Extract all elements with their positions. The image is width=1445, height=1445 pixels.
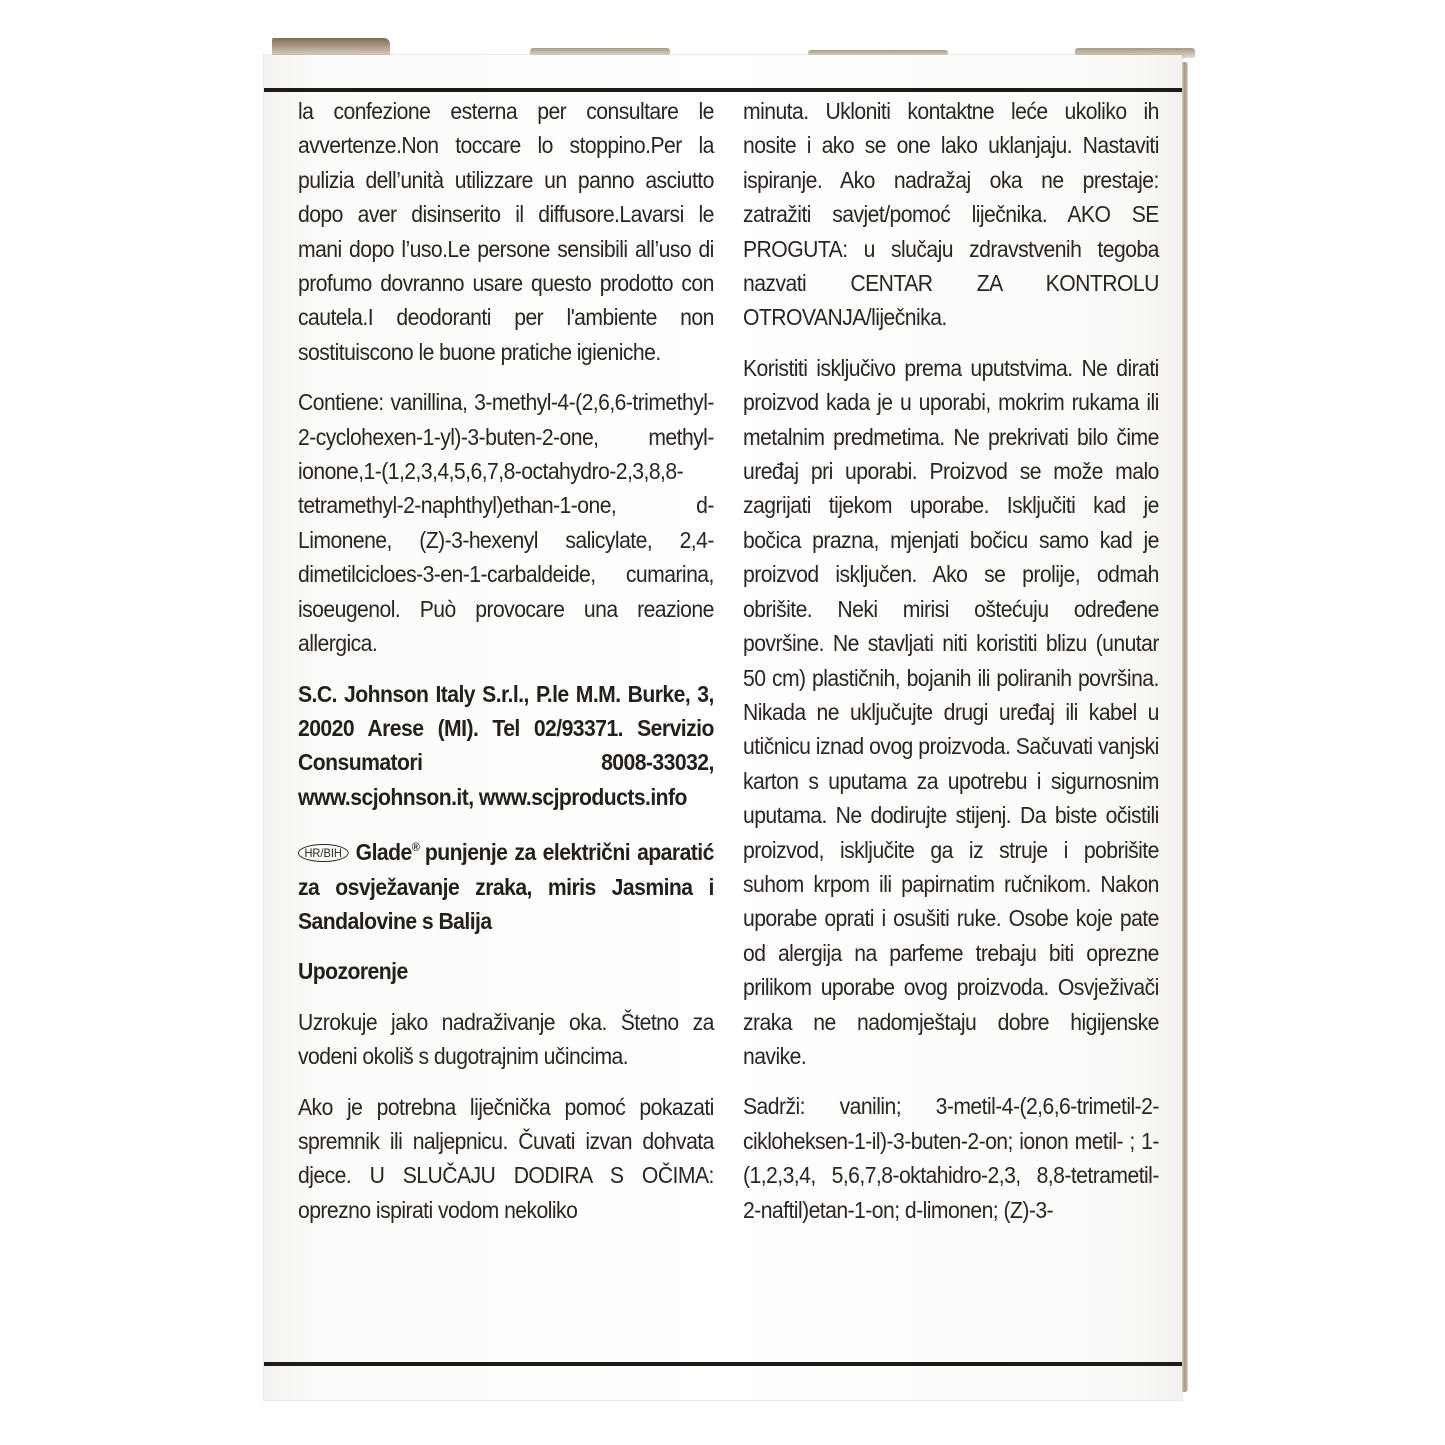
cardboard-flap [272,38,390,56]
croatian-ingredients-paragraph: Sadrži: vanilin; 3-metil-4-(2,6,6-trimetil-2-cikloheksen-1-il)-3-buten-2-on; ionon metil- ; 1-(1,2,3,4, 5,6,7,8-oktahidro-2,3, 8,8-tetrametil- 2-naftil)etan-1-on; d-limonen; (Z)-3- [743,1093,1159,1223]
top-divider-rule [264,88,1182,92]
precautions-paragraph-end: minuta. Ukloniti kontaktne leće ukoliko ih nosite i ako se one lako uklanjaju. Nastaviti ispiranje. Ako nadražaj oka ne prestaje: zatražiti savjet/pomoć liječnika. AKO SE PROGUTA: u slučaju zdravstvenih tegoba nazvati CENTAR ZA KONTROLU OTROVANJA/liječnika. [743,98,1159,331]
brand-name: Glade [355,839,412,866]
region-badge-hr-bih: HR/BIH [298,844,348,862]
product-title-block [298,830,714,938]
precautions-paragraph-start: Ako je potrebna liječnička pomoć pokazati spremnik ili naljepnicu. Čuvati izvan dohvata djece. U SLUČAJU DODIRA S OČIMA: oprezno ispirati vodom nekoliko [298,1093,714,1223]
package-edge [1182,62,1188,1392]
bottom-divider-rule [264,1362,1182,1366]
warning-heading: Upozorenje [298,958,408,985]
italian-ingredients-paragraph: Contiene: vanillina, 3-methyl-4-(2,6,6-trimethyl-2-cyclohexen-1-yl)-3-buten-2-one, methyl-ionone,1-(1,2,3,4,5,6,7,8-octahydro-2,3,8,8-tetramethyl-2-naphthyl)ethan-1-one, d-Limonene, (Z)-3-hexenyl salicylate, 2,4-dimetilcicloes-3-en-1-carbaldeide, cumarina, isoeugenol. Può provocare una reazione allergica. [298,389,714,657]
hazard-statement: Uzrokuje jako nadraživanje oka. Štetno za vodeni okoliš s dugotrajnim učincima. [298,1008,714,1070]
manufacturer-address: S.C. Johnson Italy S.r.l., P.le M.M. Burke, 3, 20020 Arese (MI). Tel 02/93371. Servizio Consumatori 8008-33032, www.scjohnson.it, www.scjproducts.info [298,680,714,810]
usage-instructions-paragraph: Koristiti isključivo prema uputstvima. Ne dirati proizvod kada je u uporabi, mokrim rukama ili metalnim predmetima. Ne prekrivati bilo čime uređaj pri uporabi. Proizvod se može malo zagrijati tijekom uporabe. Isključiti kad je bočica prazna, mjenjati bočicu samo kad je proizvod isključen. Ako se prolije, odmah obrišite. Neki mirisi oštećuju određene površine. Ne stavljati niti koristiti blizu (unutar 50 cm) plastičnih, bojanih ili poliranih površina. Nikada ne uključujte drugi uređaj ili kabel u utičnicu iznad ovog proizvoda. Sačuvati vanjski karton s uputama za upotrebu i sigurnosnim uputama. Ne dodirujte stijenj. Da biste očistili proizvod, isključite ga iz struje i pobrišite suhom krpom ili papirnatim ručnikom. Nakon uporabe oprati i osušiti ruke. Osobe koje pate od alergija na parfeme trebaju biti oprezne prilikom uporabe ovog proizvoda. Osvježivači zraka ne nadomještaju dobre higijenske navike. [743,354,1159,1069]
registered-trademark-icon: ® [411,840,420,855]
product-title: punjenje za električni aparatić za osvježavanje zraka, miris Jasmina i Sandalovine s Balija [298,839,714,934]
left-text-column [298,94,714,1243]
right-text-column [743,94,1159,1243]
italian-warnings-paragraph: la confezione esterna per consultare le avvertenze.Non toccare lo stoppino.Per la pulizia dell’unità utilizzare un panno asciutto dopo aver disinserito il diffusore.Lavarsi le mani dopo l’uso.Le persone sensibili all’uso di profumo dovranno usare questo prodotto con cautela.I deodoranti per l'ambiente non sostituiscono le buone pratiche igieniche. [298,98,714,365]
